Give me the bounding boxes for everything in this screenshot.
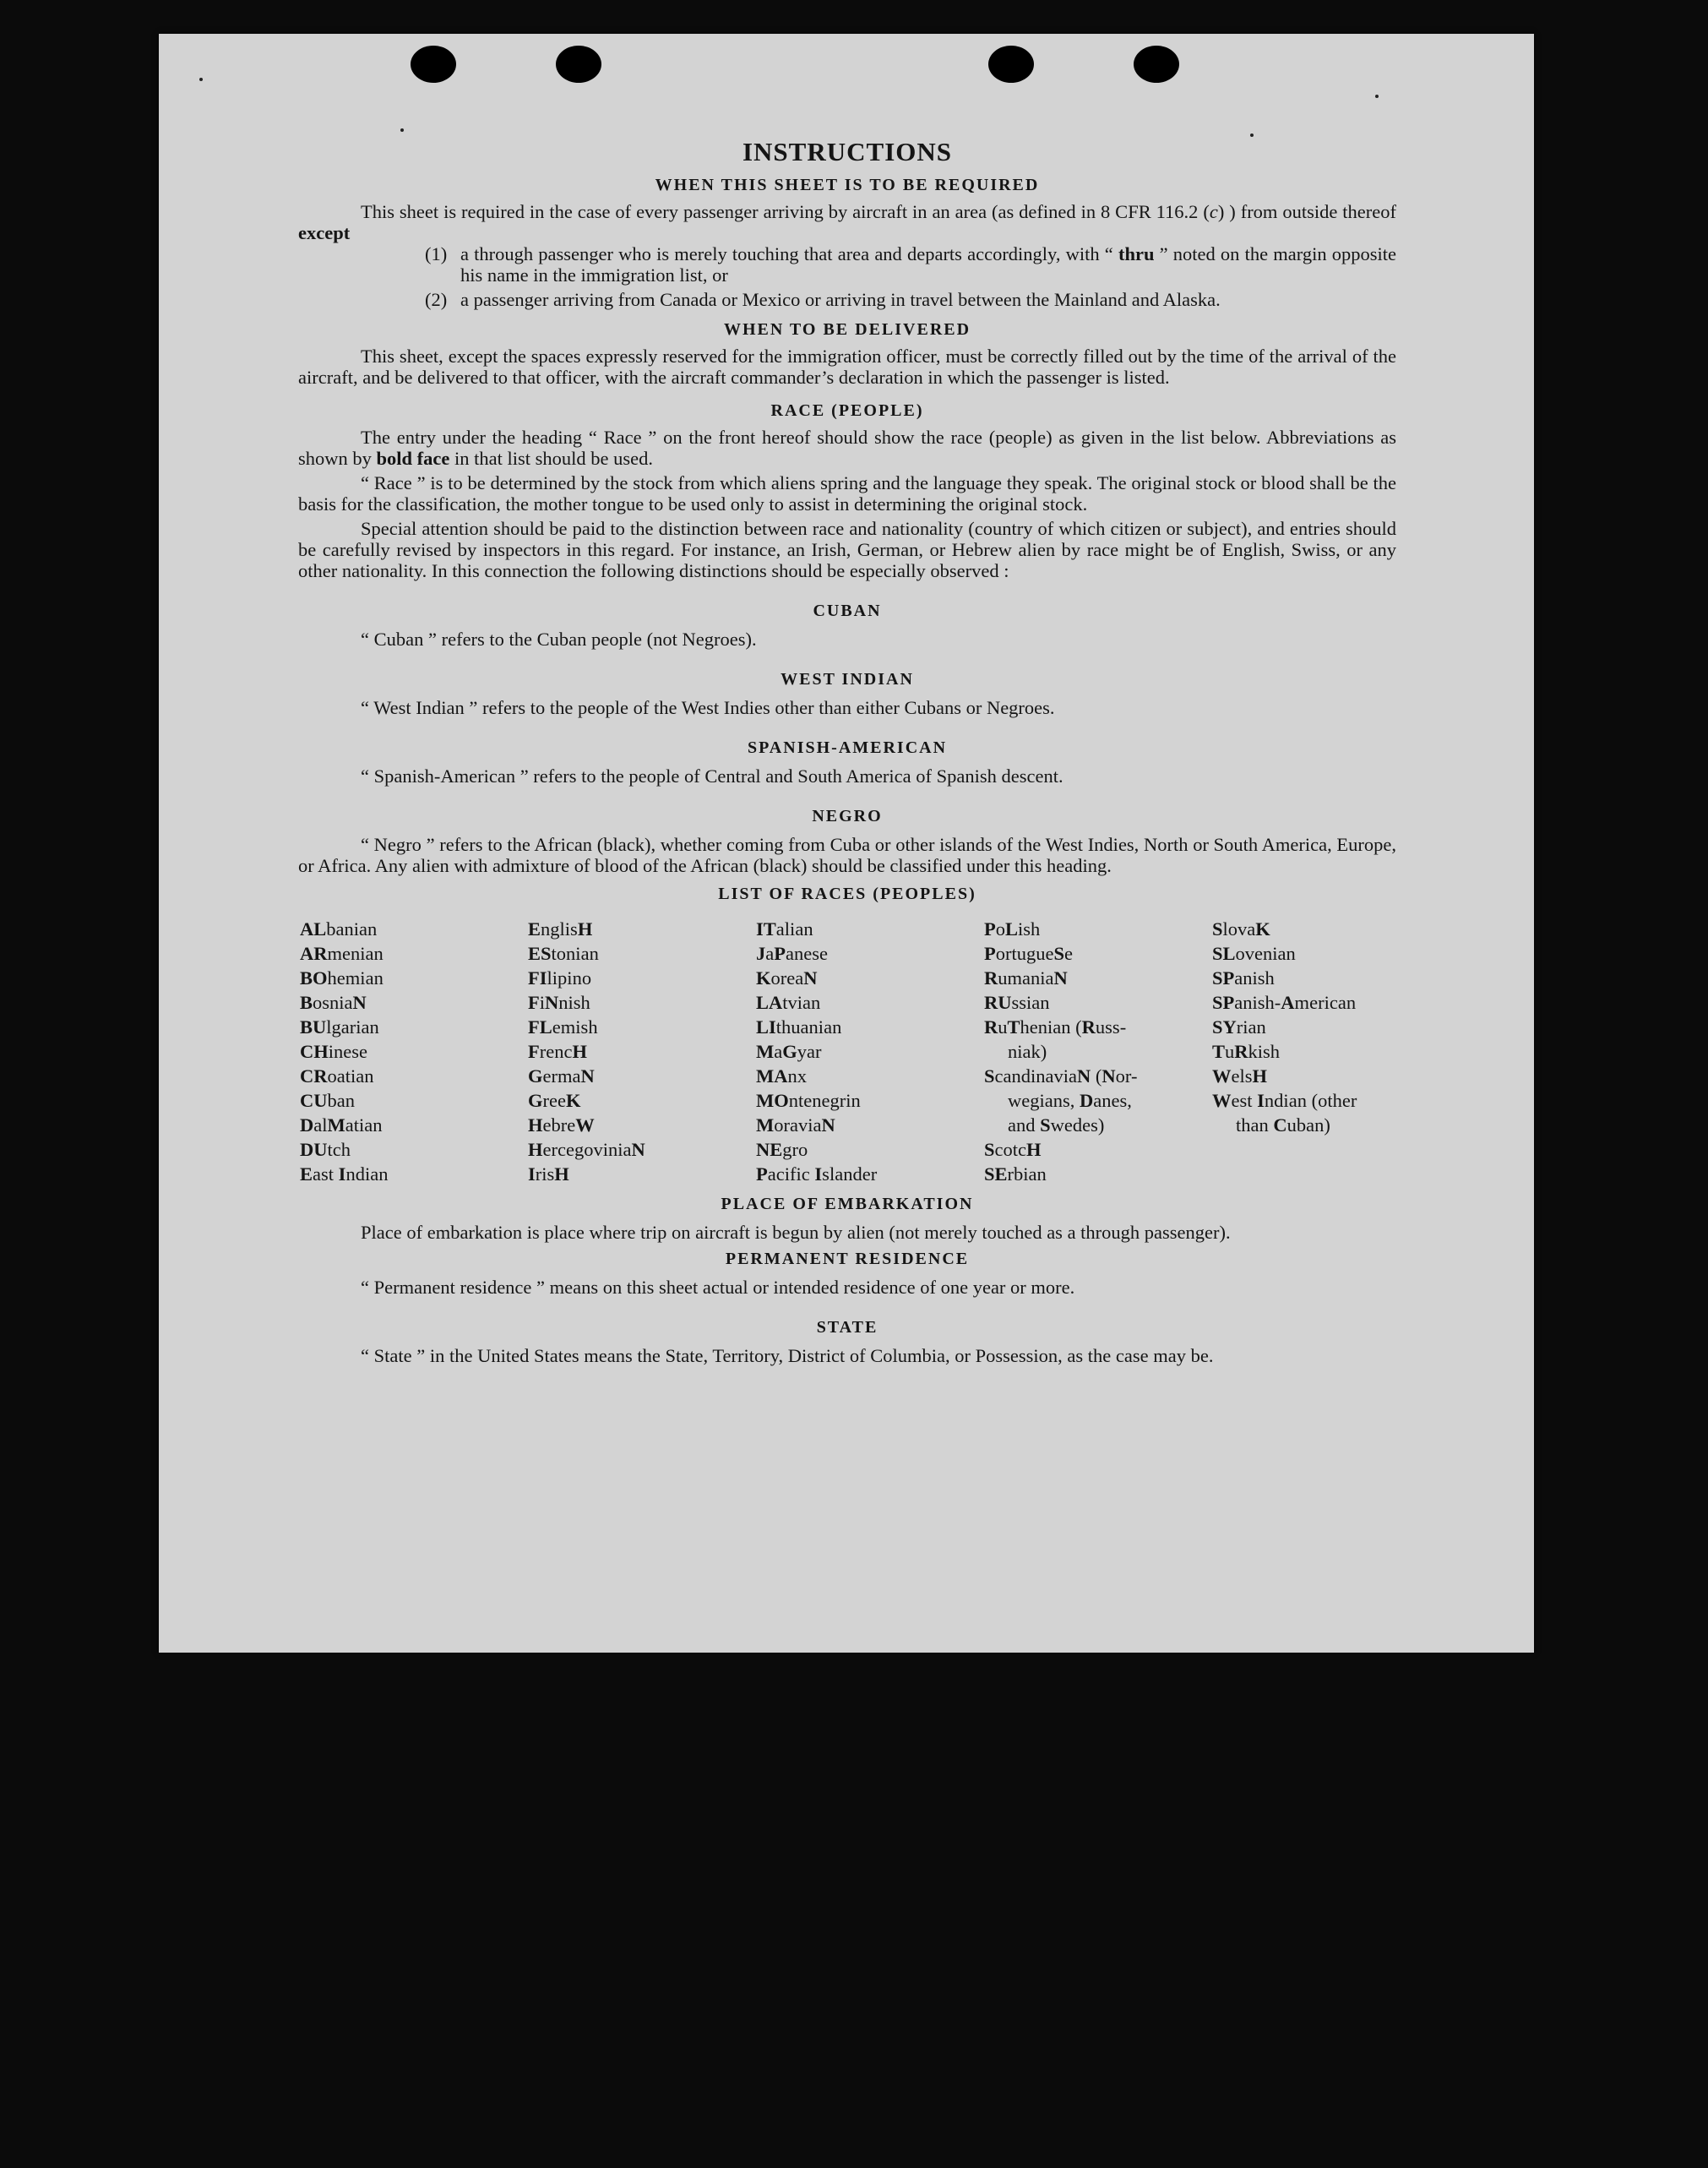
race-entry: FIlipino xyxy=(528,967,592,989)
race-entry: EStonian xyxy=(528,943,599,964)
heading-west-indian: WEST INDIAN xyxy=(781,670,914,689)
paragraph-embarkation: Place of embarkation is place where trip on aircraft is begun by alien (not merely touched as a through passenger). xyxy=(361,1222,1231,1243)
heading-list-of-races: LIST OF RACES (PEOPLES) xyxy=(718,885,976,903)
race-entry: RumaniaN xyxy=(984,967,1068,989)
heading-embarkation: PLACE OF EMBARKATION xyxy=(721,1195,974,1213)
race-entry: ScandinaviaN (Nor- xyxy=(984,1065,1138,1087)
race-entry: SPanish-American xyxy=(1212,992,1357,1013)
race-entry: FLemish xyxy=(528,1016,598,1038)
race-entry: West Indian (other xyxy=(1212,1090,1357,1111)
paragraph-when-delivered: This sheet, except the spaces expressly reserved for the immigration officer, must be correctly filled out by the time of the arrival of the aircraft, and be delivered to that officer, with the aircraft commander’s declaration in which the passenger is listed. xyxy=(298,346,1396,388)
races-column-5 xyxy=(1212,917,1398,1186)
race-entry: DUtch xyxy=(300,1139,351,1160)
punch-hole xyxy=(1134,46,1179,83)
exception-item-1: (1) a through passenger who is merely touching that area and departs accordingly, with “ thru ” noted on the margin opposite his name in the immigration list, or xyxy=(425,243,1396,286)
race-entry: GreeK xyxy=(528,1090,581,1111)
race-entry: SYrian xyxy=(1212,1016,1266,1038)
race-entry: MOntenegrin xyxy=(756,1090,861,1111)
race-entry: BOhemian xyxy=(300,967,383,989)
race-entry: DalMatian xyxy=(300,1114,383,1136)
race-entry: PortugueSe xyxy=(984,943,1074,964)
race-entry: LIthuanian xyxy=(756,1016,842,1038)
race-entry: and Swedes) xyxy=(1008,1114,1105,1136)
paragraph-when-required: This sheet is required in the case of every passenger arriving by aircraft in an area (as defined in 8 CFR 116.2 (c) ) from outside thereof except xyxy=(298,201,1396,243)
race-entry: SErbian xyxy=(984,1163,1047,1185)
races-list xyxy=(300,917,1396,1186)
heading-negro: NEGRO xyxy=(812,807,883,825)
race-entry: MoraviaN xyxy=(756,1114,835,1136)
heading-spanish-american: SPANISH-AMERICAN xyxy=(747,738,948,757)
punch-hole xyxy=(988,46,1034,83)
race-entry: ITalian xyxy=(756,918,813,940)
paragraph-negro: “ Negro ” refers to the African (black), whether coming from Cuba or other islands of the West Indies, North or South America, Europe, or Africa. Any alien with admixture of blood of the African (black) should be classified under this heading. xyxy=(298,834,1396,876)
race-entry: FiNnish xyxy=(528,992,590,1013)
heading-state: STATE xyxy=(816,1318,878,1337)
race-entry: WelsH xyxy=(1212,1065,1268,1087)
paragraph-state: “ State ” in the United States means the State, Territory, District of Columbia, or Possession, as the case may be. xyxy=(361,1345,1214,1366)
race-entry: RuThenian (Russ- xyxy=(984,1016,1127,1038)
heading-permanent-residence: PERMANENT RESIDENCE xyxy=(725,1250,970,1268)
race-entry: wegians, Danes, xyxy=(1008,1090,1132,1111)
race-entry: LAtvian xyxy=(756,992,821,1013)
heading-when-delivered: WHEN TO BE DELIVERED xyxy=(723,320,971,339)
races-column-4 xyxy=(984,917,1212,1186)
heading-when-required: WHEN THIS SHEET IS TO BE REQUIRED xyxy=(655,176,1040,194)
page-title: INSTRUCTIONS xyxy=(742,137,952,166)
instructions-content xyxy=(298,135,1396,1366)
race-entry: than Cuban) xyxy=(1236,1114,1330,1136)
race-entry: EnglisH xyxy=(528,918,593,940)
race-entry: FrencH xyxy=(528,1041,588,1062)
paragraph-race-1: The entry under the heading “ Race ” on the front hereof should show the race (people) as given in the list below. Abbreviations as shown by bold face in that list should be used. xyxy=(298,427,1396,469)
punch-hole xyxy=(556,46,601,83)
race-entry: MaGyar xyxy=(756,1041,822,1062)
races-column-3 xyxy=(756,917,984,1186)
race-entry: IrisH xyxy=(528,1163,569,1185)
paragraph-permanent-residence: “ Permanent residence ” means on this sheet actual or intended residence of one year or more. xyxy=(361,1277,1075,1298)
race-entry: ScotcH xyxy=(984,1139,1042,1160)
document-sheet xyxy=(159,34,1534,1653)
race-entry: niak) xyxy=(1008,1041,1047,1062)
race-entry: NEgro xyxy=(756,1139,808,1160)
race-entry: BosniaN xyxy=(300,992,367,1013)
race-entry: Pacific Islander xyxy=(756,1163,878,1185)
races-column-1 xyxy=(300,917,528,1186)
race-entry: JaPanese xyxy=(756,943,829,964)
paragraph-cuban: “ Cuban ” refers to the Cuban people (not Negroes). xyxy=(361,629,757,650)
race-entry: PoLish xyxy=(984,918,1041,940)
exception-item-2: (2) a passenger arriving from Canada or Mexico or arriving in travel between the Mainland and Alaska. xyxy=(425,289,1221,310)
race-entry: KoreaN xyxy=(756,967,818,989)
races-column-2 xyxy=(528,917,756,1186)
paragraph-spanish-american: “ Spanish-American ” refers to the people of Central and South America of Spanish descent. xyxy=(361,765,1063,787)
race-entry: GermaN xyxy=(528,1065,595,1087)
race-entry: CUban xyxy=(300,1090,355,1111)
race-entry: SlovaK xyxy=(1212,918,1270,940)
race-entry: SLovenian xyxy=(1212,943,1296,964)
race-entry: RUssian xyxy=(984,992,1050,1013)
race-entry: MAnx xyxy=(756,1065,807,1087)
heading-race: RACE (PEOPLE) xyxy=(770,401,924,420)
race-entry: TuRkish xyxy=(1212,1041,1281,1062)
race-entry: ARmenian xyxy=(300,943,383,964)
heading-cuban: CUBAN xyxy=(813,602,882,620)
paragraph-race-2: “ Race ” is to be determined by the stock from which aliens spring and the language they speak. The original stock or blood shall be the basis for the classification, the mother tongue to be used only to assist in determining the original stock. xyxy=(298,472,1396,515)
paragraph-west-indian: “ West Indian ” refers to the people of the West Indies other than either Cubans or Negroes. xyxy=(361,697,1055,718)
race-entry: SPanish xyxy=(1212,967,1275,989)
race-entry: East Indian xyxy=(300,1163,389,1185)
race-entry: HercegoviniaN xyxy=(528,1139,645,1160)
race-entry: HebreW xyxy=(528,1114,595,1136)
race-entry: CHinese xyxy=(300,1041,368,1062)
race-entry: ALbanian xyxy=(300,918,378,940)
race-entry: BUlgarian xyxy=(300,1016,379,1038)
paragraph-race-3: Special attention should be paid to the distinction between race and nationality (country of which citizen or subject), and entries should be carefully revised by inspectors in this regard. For instance, an Irish, German, or Hebrew alien by race might be of English, Swiss, or any other nationality. In this connection the following distinctions should be especially observed : xyxy=(298,518,1396,581)
race-entry: CRoatian xyxy=(300,1065,374,1087)
punch-hole xyxy=(411,46,456,83)
